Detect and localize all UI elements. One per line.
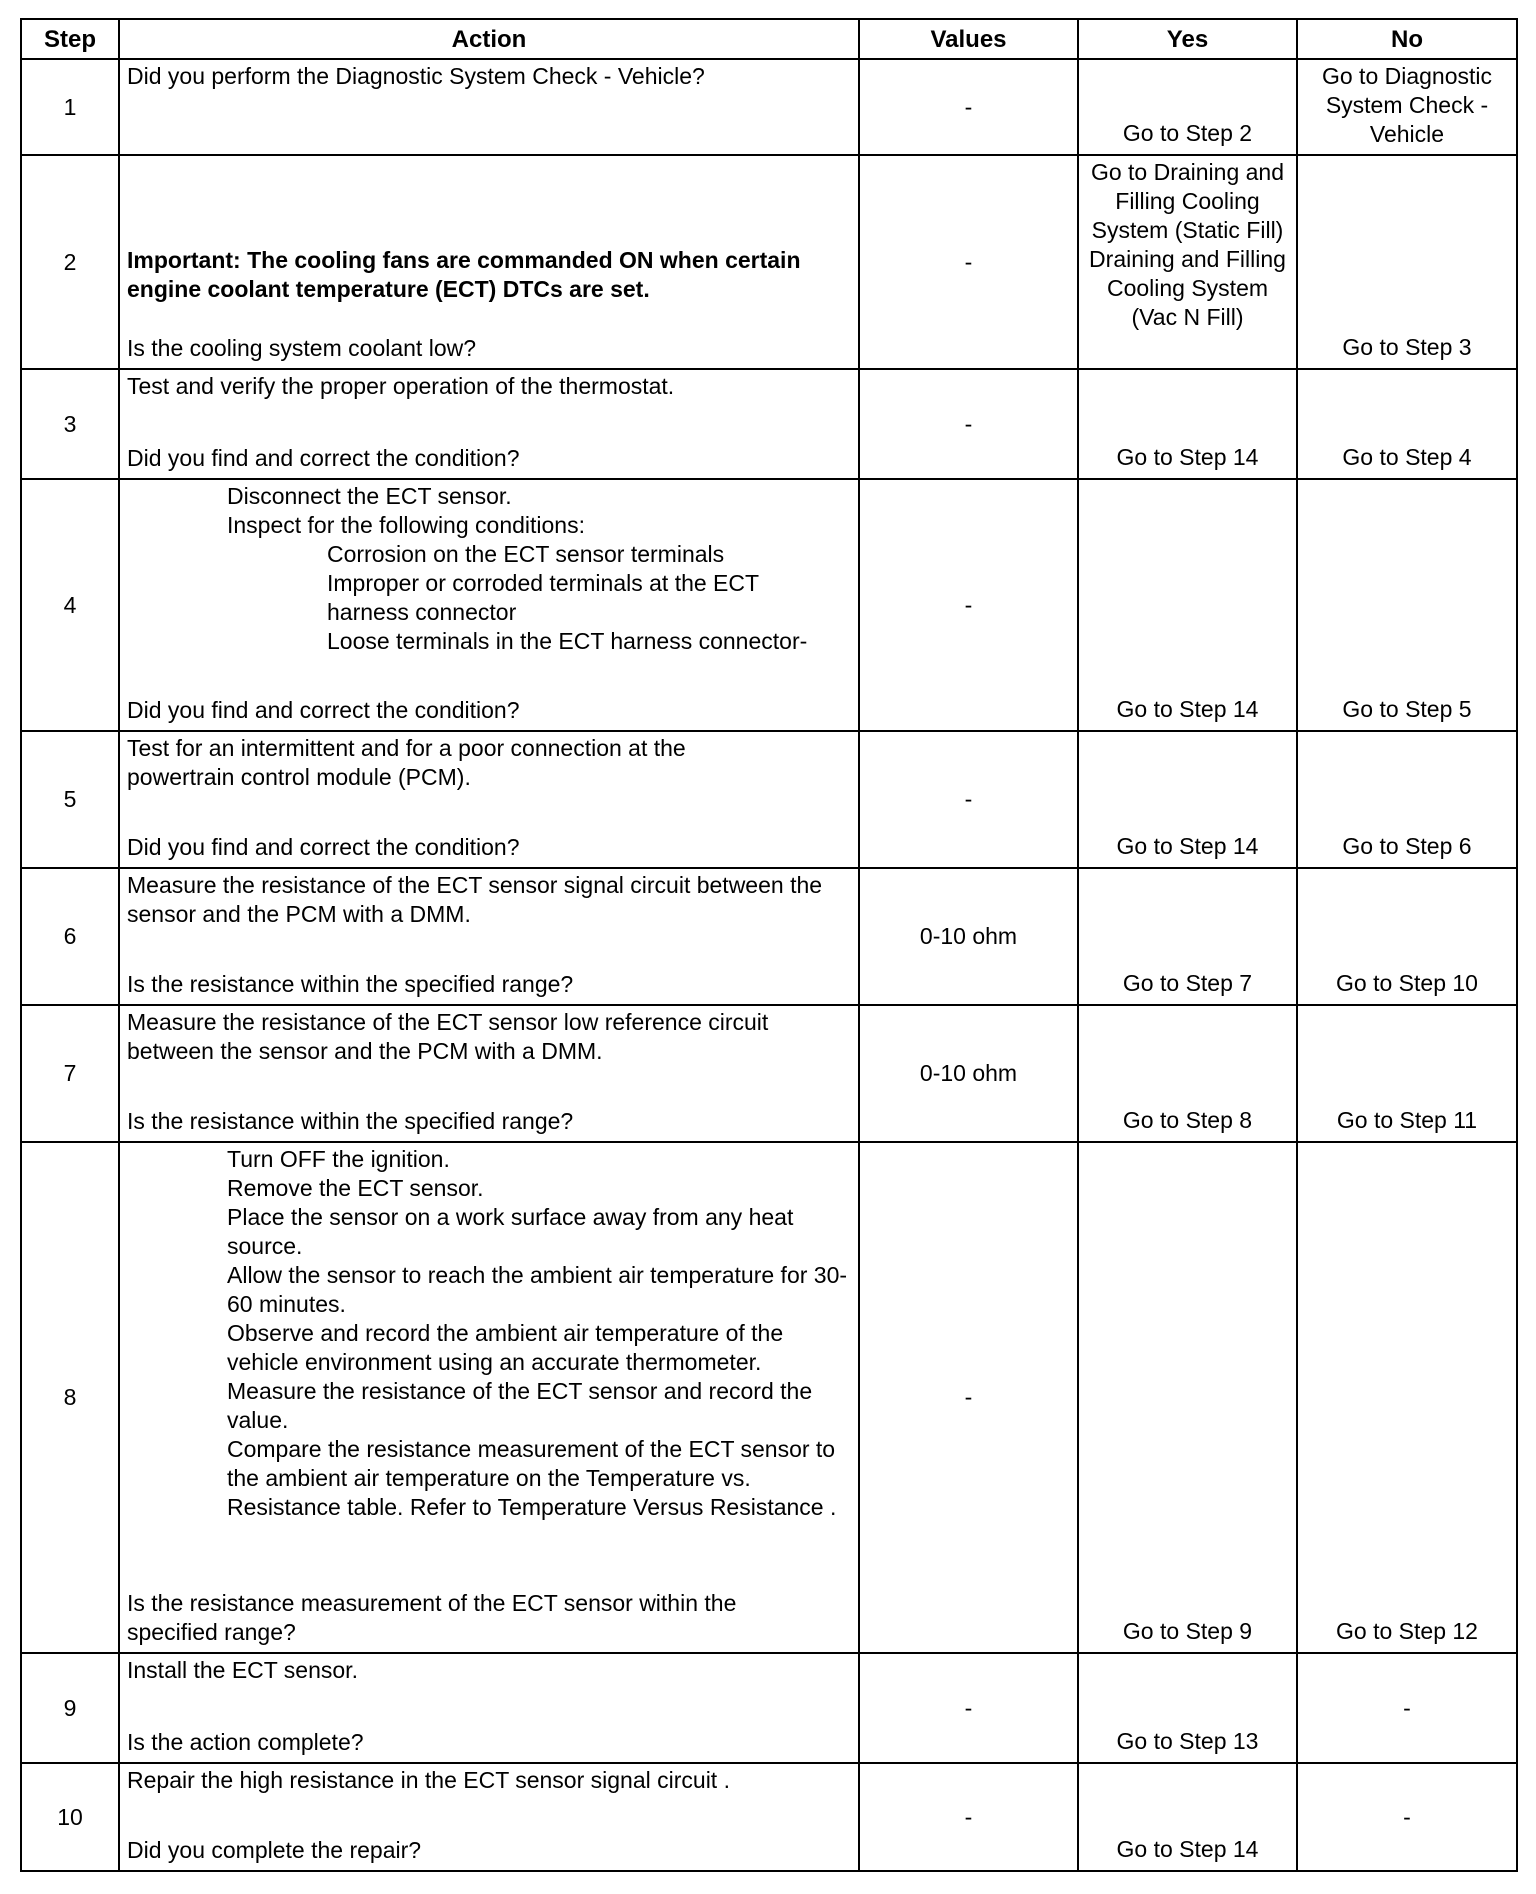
list-item: Observe and record the ambient air temperature of the vehicle environment using an accurate thermometer. (227, 1320, 784, 1375)
table-row (21, 731, 1517, 868)
no-link[interactable]: Go to Step 12 (1336, 1618, 1478, 1644)
diagnostic-table (20, 18, 1518, 1872)
action-text: Repair the high resistance in the ECT sensor signal circuit . (127, 1767, 730, 1793)
action-list (127, 1145, 852, 1522)
header-action: Action (119, 19, 859, 59)
action-cell (119, 155, 859, 369)
step-number: 7 (21, 1005, 119, 1142)
action-question: Is the resistance measurement of the ECT sensor within the specified range? (127, 1590, 737, 1645)
no-link[interactable]: Go to Step 6 (1342, 833, 1472, 859)
header-step: Step (21, 19, 119, 59)
list-item: Measure the resistance of the ECT sensor and record the value. (227, 1378, 813, 1433)
list-item: Disconnect the ECT sensor. (227, 483, 512, 509)
table-row (21, 1005, 1517, 1142)
yes-link[interactable]: Go to Draining and Filling Cooling System (Static Fill) Draining and Filling Cooling System (Vac N Fill) (1089, 159, 1286, 330)
action-question: Is the resistance within the specified range? (127, 1108, 574, 1134)
action-list (127, 482, 852, 656)
action-text: Measure the resistance of the ECT sensor signal circuit between the sensor and the PCM with a DMM. (127, 872, 823, 927)
action-cell (119, 1005, 859, 1142)
no-cell: - (1297, 1653, 1517, 1763)
yes-cell (1078, 1653, 1297, 1763)
list-item: Turn OFF the ignition. (227, 1146, 450, 1172)
values-cell: - (859, 1763, 1078, 1871)
yes-link[interactable]: Go to Step 14 (1116, 1836, 1259, 1862)
yes-cell (1078, 155, 1297, 369)
yes-cell (1078, 1005, 1297, 1142)
yes-link[interactable]: Go to Step 14 (1116, 444, 1259, 470)
action-cell (119, 731, 859, 868)
sub-list-item: Corrosion on the ECT sensor terminals (327, 541, 725, 567)
yes-cell (1078, 1763, 1297, 1871)
no-link[interactable]: Go to Step 11 (1336, 1107, 1478, 1133)
yes-cell (1078, 731, 1297, 868)
table-row (21, 155, 1517, 369)
action-cell (119, 59, 859, 155)
no-cell (1297, 59, 1517, 155)
action-question: Is the resistance within the specified range? (127, 971, 574, 997)
action-question: Is the action complete? (127, 1729, 364, 1755)
action-question: Did you find and correct the condition? (127, 697, 520, 723)
action-question: Did you find and correct the condition? (127, 445, 520, 471)
sub-list-item: Improper or corroded terminals at the ECT harness connector (327, 570, 759, 625)
yes-link[interactable]: Go to Step 7 (1122, 970, 1253, 996)
values-cell: - (859, 731, 1078, 868)
yes-link[interactable]: Go to Step 2 (1122, 120, 1253, 146)
no-cell (1297, 155, 1517, 369)
values-cell: - (859, 369, 1078, 479)
table-row (21, 59, 1517, 155)
no-cell: - (1297, 1763, 1517, 1871)
action-question: Is the cooling system coolant low? (127, 335, 477, 361)
action-text: Measure the resistance of the ECT sensor low reference circuit between the sensor and the PCM with a DMM. (127, 1009, 769, 1064)
table-row (21, 1653, 1517, 1763)
list-item: Compare the resistance measurement of the ECT sensor to the ambient air temperature on the Temperature vs. Resistance table. Refer to Temperature Versus Resistance . (227, 1436, 837, 1520)
table-row (21, 1142, 1517, 1653)
action-cell (119, 868, 859, 1005)
step-number: 3 (21, 369, 119, 479)
yes-cell (1078, 868, 1297, 1005)
action-cell (119, 1142, 859, 1653)
table-row (21, 868, 1517, 1005)
action-text: Test for an intermittent and for a poor connection at the powertrain control module (PCM). (127, 735, 686, 790)
header-yes: Yes (1078, 19, 1297, 59)
action-question: Did you find and correct the condition? (127, 834, 520, 860)
action-cell (119, 1653, 859, 1763)
action-text: Install the ECT sensor. (127, 1657, 358, 1683)
list-item: Remove the ECT sensor. (227, 1175, 484, 1201)
values-cell: 0-10 ohm (859, 1005, 1078, 1142)
step-number: 9 (21, 1653, 119, 1763)
important-note: Important: The cooling fans are commanded ON when certain engine coolant temperature (ECT) DTCs are set. (127, 247, 801, 302)
yes-link[interactable]: Go to Step 14 (1116, 696, 1259, 722)
yes-link[interactable]: Go to Step 9 (1122, 1618, 1253, 1644)
values-cell: - (859, 479, 1078, 731)
action-cell (119, 1763, 859, 1871)
yes-cell (1078, 59, 1297, 155)
step-number: 5 (21, 731, 119, 868)
values-cell: - (859, 59, 1078, 155)
step-number: 4 (21, 479, 119, 731)
no-cell (1297, 369, 1517, 479)
table-row (21, 369, 1517, 479)
values-cell: - (859, 1142, 1078, 1653)
step-number: 8 (21, 1142, 119, 1653)
step-number: 1 (21, 59, 119, 155)
step-number: 2 (21, 155, 119, 369)
no-link[interactable]: Go to Step 5 (1342, 696, 1472, 722)
yes-link[interactable]: Go to Step 14 (1116, 833, 1259, 859)
yes-cell (1078, 1142, 1297, 1653)
list-item: Inspect for the following conditions: (227, 512, 585, 538)
list-item: Allow the sensor to reach the ambient air temperature for 30-60 minutes. (227, 1262, 848, 1317)
header-values: Values (859, 19, 1078, 59)
no-link[interactable]: Go to Diagnostic System Check - Vehicle (1321, 63, 1493, 147)
list-item: Place the sensor on a work surface away from any heat source. (227, 1204, 794, 1259)
no-cell (1297, 1142, 1517, 1653)
step-number: 6 (21, 868, 119, 1005)
no-link[interactable]: Go to Step 10 (1336, 970, 1478, 996)
action-question: Did you complete the repair? (127, 1837, 422, 1863)
no-link[interactable]: Go to Step 4 (1342, 444, 1472, 470)
yes-cell (1078, 369, 1297, 479)
header-row (21, 19, 1517, 59)
header-no: No (1297, 19, 1517, 59)
values-cell: 0-10 ohm (859, 868, 1078, 1005)
no-cell (1297, 479, 1517, 731)
yes-link[interactable]: Go to Step 13 (1116, 1728, 1259, 1754)
step-number: 10 (21, 1763, 119, 1871)
no-cell (1297, 1005, 1517, 1142)
values-cell: - (859, 155, 1078, 369)
no-cell (1297, 731, 1517, 868)
action-text: Did you perform the Diagnostic System Check - Vehicle? (127, 63, 705, 89)
action-cell (119, 369, 859, 479)
no-link[interactable]: Go to Step 3 (1342, 334, 1472, 360)
no-cell (1297, 868, 1517, 1005)
yes-link[interactable]: Go to Step 8 (1122, 1107, 1253, 1133)
action-text: Test and verify the proper operation of the thermostat. (127, 373, 675, 399)
action-cell (119, 479, 859, 731)
sub-list-item: Loose terminals in the ECT harness connector- (327, 628, 808, 654)
table-row (21, 1763, 1517, 1871)
values-cell: - (859, 1653, 1078, 1763)
yes-cell (1078, 479, 1297, 731)
table-row (21, 479, 1517, 731)
